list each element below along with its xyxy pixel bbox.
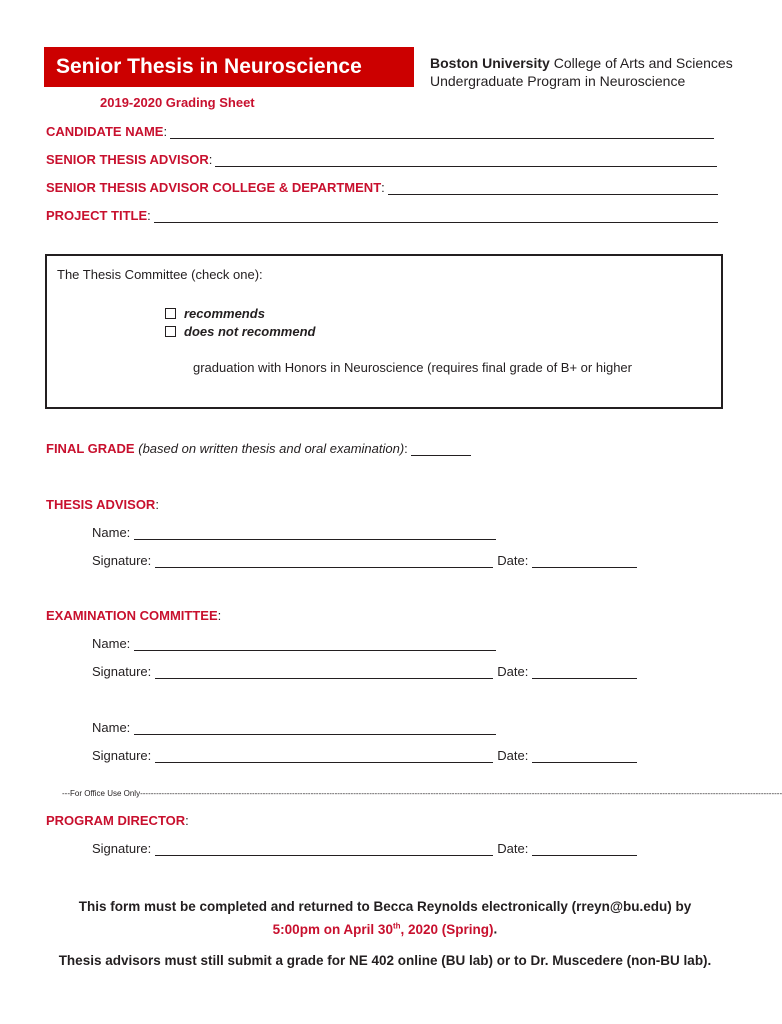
name-line[interactable] — [134, 636, 496, 651]
not-recommend-checkbox[interactable] — [165, 326, 176, 337]
period: . — [493, 921, 498, 937]
signature-label: Signature: — [92, 553, 152, 568]
grading-sheet-year: 2019-2020 Grading Sheet — [100, 95, 255, 110]
committee-box — [45, 254, 723, 409]
committee-intro: The Thesis Committee (check one): — [57, 267, 263, 282]
advisor-grade-note: Thesis advisors must still submit a grade for NE 402 online (BU lab) or to Dr. Muscedere (non-BU lab). — [58, 953, 712, 968]
date-label: Date: — [497, 664, 529, 679]
colon: : — [404, 441, 408, 456]
college-name: College of Arts and Sciences — [549, 55, 733, 71]
advisor-label: SENIOR THESIS ADVISOR — [46, 152, 209, 167]
name-label: Name: — [92, 525, 131, 540]
not-recommend-option[interactable] — [165, 324, 315, 339]
date-label: Date: — [497, 841, 529, 856]
recommend-checkbox[interactable] — [165, 308, 176, 319]
colon: : — [147, 208, 151, 223]
signature-label: Signature: — [92, 841, 152, 856]
member2-signature-row[interactable] — [92, 748, 637, 763]
advisor-line[interactable] — [215, 152, 717, 167]
program-director-heading — [46, 813, 189, 828]
signature-label: Signature: — [92, 664, 152, 679]
exam-committee-heading — [46, 608, 221, 623]
candidate-name-label: CANDIDATE NAME — [46, 124, 164, 139]
advisor-dept-label: SENIOR THESIS ADVISOR COLLEGE & DEPARTMENT — [46, 180, 382, 195]
candidate-name-line[interactable] — [170, 124, 714, 139]
page-title: Senior Thesis in Neuroscience — [44, 47, 414, 87]
final-grade-line[interactable] — [411, 443, 471, 456]
advisor-signature-row[interactable] — [92, 553, 637, 568]
member1-signature-row[interactable] — [92, 664, 637, 679]
colon: : — [217, 608, 222, 623]
director-signature-row[interactable] — [92, 841, 637, 856]
date-line[interactable] — [532, 553, 637, 568]
date-line[interactable] — [532, 748, 637, 763]
signature-label: Signature: — [92, 748, 152, 763]
signature-line[interactable] — [155, 841, 493, 856]
date-line[interactable] — [532, 841, 637, 856]
name-line[interactable] — [134, 525, 496, 540]
signature-line[interactable] — [155, 748, 493, 763]
deadline-suffix: th — [392, 921, 401, 930]
project-title-label: PROJECT TITLE — [46, 208, 148, 223]
colon: : — [163, 124, 168, 139]
program-director-label: PROGRAM DIRECTOR — [46, 813, 186, 828]
graduation-text: graduation with Honors in Neuroscience (requires final grade of B+ or higher — [193, 360, 632, 375]
colon: : — [185, 813, 189, 828]
colon: : — [381, 180, 385, 195]
member2-name-row[interactable] — [92, 720, 496, 735]
exam-committee-label: EXAMINATION COMMITTEE — [46, 608, 218, 623]
name-label: Name: — [92, 636, 131, 651]
member1-name-row[interactable] — [92, 636, 496, 651]
thesis-advisor-heading — [46, 497, 159, 512]
advisor-dept-line[interactable] — [388, 180, 718, 195]
thesis-advisor-label: THESIS ADVISOR — [46, 497, 156, 512]
project-title-line[interactable] — [154, 208, 718, 223]
deadline-term: , 2020 (Spring) — [400, 921, 494, 937]
program-name: Undergraduate Program in Neuroscience — [430, 73, 686, 89]
candidate-name-field[interactable] — [46, 124, 714, 139]
advisor-name-row[interactable] — [92, 525, 496, 540]
recommend-option[interactable] — [165, 306, 265, 321]
office-use-divider: ---For Office Use Only------------------------------------------------------------------------------------------------------------------------------------------------------------------------------------------------------------------------------------------------- — [62, 789, 782, 798]
university-header — [430, 54, 733, 90]
submission-line: This form must be completed and returned to Becca Reynolds electronically (rreyn@bu.edu) by — [78, 899, 692, 914]
university-name: Boston University — [430, 55, 550, 71]
deadline-text — [273, 922, 494, 937]
deadline-date: 5:00pm on April 30 — [272, 921, 393, 937]
submission-instructions — [0, 897, 770, 939]
final-grade-label: FINAL GRADE — [46, 441, 135, 456]
final-grade-field[interactable] — [46, 441, 471, 456]
date-label: Date: — [497, 748, 529, 763]
colon: : — [208, 152, 213, 167]
date-line[interactable] — [532, 664, 637, 679]
name-label: Name: — [92, 720, 131, 735]
signature-line[interactable] — [155, 553, 493, 568]
recommend-label: recommends — [184, 306, 265, 321]
name-line[interactable] — [134, 720, 496, 735]
colon: : — [155, 497, 159, 512]
project-title-field[interactable] — [46, 208, 718, 223]
final-grade-note: (based on written thesis and oral examination) — [138, 441, 405, 456]
signature-line[interactable] — [155, 664, 493, 679]
date-label: Date: — [497, 553, 529, 568]
advisor-dept-field[interactable] — [46, 180, 718, 195]
not-recommend-label: does not recommend — [184, 324, 316, 339]
advisor-field[interactable] — [46, 152, 717, 167]
